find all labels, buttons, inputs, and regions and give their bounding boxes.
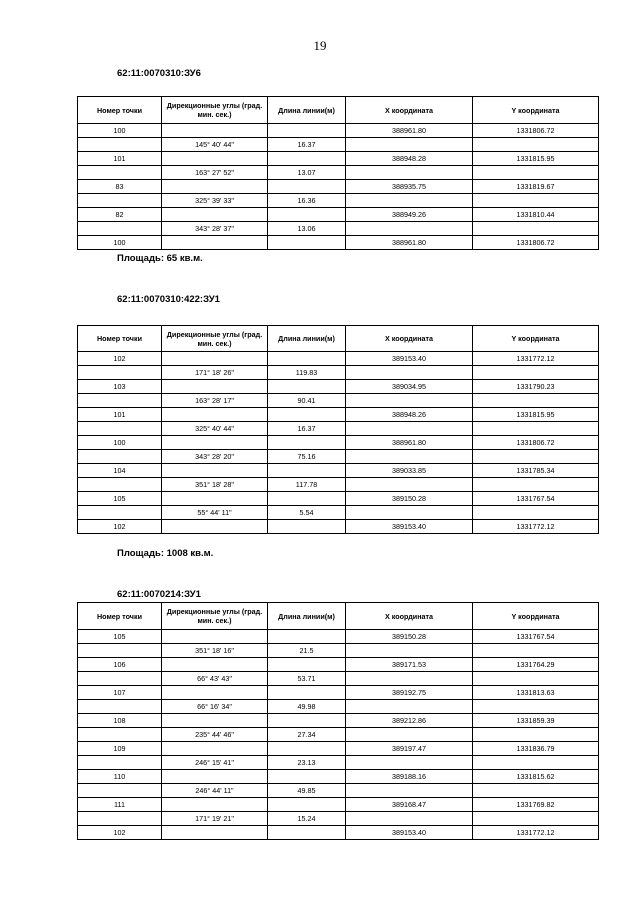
y-coordinate-cell: [473, 194, 599, 208]
y-coordinate-cell: [473, 728, 599, 742]
table-row: [78, 714, 599, 728]
x-coordinate-cell: [346, 166, 473, 180]
angle-cell: 66° 43' 43": [162, 672, 268, 686]
x-coordinate-cell: [346, 784, 473, 798]
table-row: [78, 208, 599, 222]
point-number-cell: [78, 784, 162, 798]
x-coordinate-cell: 389168.47: [346, 798, 473, 812]
y-coordinate-cell: [473, 672, 599, 686]
angle-cell: 145° 40' 44": [162, 138, 268, 152]
angle-cell: [162, 742, 268, 756]
length-cell: 16.37: [268, 422, 346, 436]
y-coordinate-cell: [473, 366, 599, 380]
x-coordinate-cell: [346, 756, 473, 770]
length-cell: 49.98: [268, 700, 346, 714]
table-row: [78, 644, 599, 658]
angle-cell: [162, 352, 268, 366]
header-y: Y координата: [473, 97, 599, 124]
point-number-cell: [78, 728, 162, 742]
table-row: [78, 464, 599, 478]
x-coordinate-cell: 388948.26: [346, 408, 473, 422]
angle-cell: 235° 44' 46": [162, 728, 268, 742]
angle-cell: 246° 44' 11": [162, 784, 268, 798]
x-coordinate-cell: [346, 644, 473, 658]
header-length: Длина линии(м): [268, 603, 346, 630]
y-coordinate-cell: [473, 700, 599, 714]
point-number-cell: 102: [78, 520, 162, 534]
x-coordinate-cell: 389150.28: [346, 492, 473, 506]
length-cell: 53.71: [268, 672, 346, 686]
length-cell: [268, 152, 346, 166]
x-coordinate-cell: 389192.75: [346, 686, 473, 700]
length-cell: [268, 436, 346, 450]
header-angle: Дирекционные углы (град. мин. сек.): [162, 326, 268, 352]
table-row: [78, 492, 599, 506]
length-cell: 23.13: [268, 756, 346, 770]
table-row: [78, 352, 599, 366]
x-coordinate-cell: 389034.95: [346, 380, 473, 394]
x-coordinate-cell: 389171.53: [346, 658, 473, 672]
table-row: [78, 394, 599, 408]
y-coordinate-cell: 1331806.72: [473, 236, 599, 250]
x-coordinate-cell: [346, 506, 473, 520]
point-number-cell: [78, 756, 162, 770]
table-row: [78, 700, 599, 714]
point-number-cell: 108: [78, 714, 162, 728]
section-title-1: 62:11:0070310:ЗУ6: [117, 68, 201, 79]
angle-cell: [162, 714, 268, 728]
length-cell: 21.5: [268, 644, 346, 658]
y-coordinate-cell: [473, 756, 599, 770]
y-coordinate-cell: 1331819.67: [473, 180, 599, 194]
y-coordinate-cell: [473, 166, 599, 180]
point-number-cell: [78, 366, 162, 380]
point-number-cell: 100: [78, 124, 162, 138]
y-coordinate-cell: 1331815.95: [473, 408, 599, 422]
length-cell: [268, 520, 346, 534]
angle-cell: 171° 19' 21": [162, 812, 268, 826]
table-row: [78, 450, 599, 464]
table-row: [78, 194, 599, 208]
y-coordinate-cell: [473, 394, 599, 408]
length-cell: [268, 742, 346, 756]
table-row: [78, 826, 599, 840]
point-number-cell: 106: [78, 658, 162, 672]
angle-cell: 66° 16' 34": [162, 700, 268, 714]
length-cell: 5.54: [268, 506, 346, 520]
point-number-cell: 109: [78, 742, 162, 756]
header-point: Номер точки: [78, 326, 162, 352]
x-coordinate-cell: [346, 138, 473, 152]
table-row: [78, 180, 599, 194]
coords-table-3: [77, 602, 599, 840]
length-cell: 16.36: [268, 194, 346, 208]
length-cell: 16.37: [268, 138, 346, 152]
y-coordinate-cell: 1331806.72: [473, 124, 599, 138]
coords-table-1: [77, 96, 599, 250]
x-coordinate-cell: 389033.85: [346, 464, 473, 478]
y-coordinate-cell: 1331815.62: [473, 770, 599, 784]
table-row: [78, 138, 599, 152]
point-number-cell: [78, 450, 162, 464]
point-number-cell: 100: [78, 236, 162, 250]
angle-cell: 163° 28' 17": [162, 394, 268, 408]
x-coordinate-cell: [346, 672, 473, 686]
angle-cell: 325° 39' 33": [162, 194, 268, 208]
y-coordinate-cell: 1331785.34: [473, 464, 599, 478]
y-coordinate-cell: [473, 478, 599, 492]
angle-cell: 351° 18' 28": [162, 478, 268, 492]
angle-cell: 55° 44' 11": [162, 506, 268, 520]
x-coordinate-cell: 389153.40: [346, 826, 473, 840]
y-coordinate-cell: 1331813.63: [473, 686, 599, 700]
x-coordinate-cell: [346, 222, 473, 236]
table-row: [78, 798, 599, 812]
y-coordinate-cell: [473, 506, 599, 520]
angle-cell: [162, 798, 268, 812]
header-angle: Дирекционные углы (град. мин. сек.): [162, 603, 268, 630]
table-row: [78, 366, 599, 380]
point-number-cell: [78, 644, 162, 658]
angle-cell: [162, 464, 268, 478]
table-row: [78, 686, 599, 700]
y-coordinate-cell: 1331790.23: [473, 380, 599, 394]
table-row: [78, 222, 599, 236]
point-number-cell: [78, 394, 162, 408]
y-coordinate-cell: 1331772.12: [473, 826, 599, 840]
angle-cell: [162, 380, 268, 394]
point-number-cell: 105: [78, 630, 162, 644]
y-coordinate-cell: [473, 422, 599, 436]
table-row: [78, 672, 599, 686]
length-cell: 117.78: [268, 478, 346, 492]
length-cell: 119.83: [268, 366, 346, 380]
angle-cell: [162, 436, 268, 450]
angle-cell: [162, 124, 268, 138]
angle-cell: 343° 28' 20": [162, 450, 268, 464]
point-number-cell: [78, 812, 162, 826]
point-number-cell: 105: [78, 492, 162, 506]
point-number-cell: [78, 506, 162, 520]
point-number-cell: 111: [78, 798, 162, 812]
table-row: [78, 630, 599, 644]
angle-cell: [162, 208, 268, 222]
length-cell: [268, 658, 346, 672]
angle-cell: [162, 236, 268, 250]
point-number-cell: [78, 422, 162, 436]
point-number-cell: 83: [78, 180, 162, 194]
point-number-cell: 102: [78, 826, 162, 840]
point-number-cell: [78, 222, 162, 236]
coords-table-2: [77, 325, 599, 534]
point-number-cell: [78, 700, 162, 714]
length-cell: 13.06: [268, 222, 346, 236]
angle-cell: [162, 152, 268, 166]
table-row: [78, 770, 599, 784]
x-coordinate-cell: [346, 728, 473, 742]
length-cell: 15.24: [268, 812, 346, 826]
point-number-cell: [78, 166, 162, 180]
point-number-cell: 104: [78, 464, 162, 478]
table-row: [78, 166, 599, 180]
section-title-2: 62:11:0070310:422:ЗУ1: [117, 294, 220, 305]
table-row: [78, 436, 599, 450]
x-coordinate-cell: [346, 478, 473, 492]
x-coordinate-cell: 388961.80: [346, 124, 473, 138]
x-coordinate-cell: [346, 194, 473, 208]
table-row: [78, 506, 599, 520]
x-coordinate-cell: [346, 450, 473, 464]
header-point: Номер точки: [78, 603, 162, 630]
table-row: [78, 812, 599, 826]
point-number-cell: 101: [78, 152, 162, 166]
y-coordinate-cell: [473, 812, 599, 826]
angle-cell: [162, 408, 268, 422]
y-coordinate-cell: [473, 784, 599, 798]
length-cell: [268, 380, 346, 394]
page-number: 19: [313, 38, 327, 53]
y-coordinate-cell: [473, 644, 599, 658]
x-coordinate-cell: 388961.80: [346, 236, 473, 250]
point-number-cell: [78, 478, 162, 492]
y-coordinate-cell: 1331859.39: [473, 714, 599, 728]
point-number-cell: 107: [78, 686, 162, 700]
x-coordinate-cell: 388935.75: [346, 180, 473, 194]
x-coordinate-cell: 389153.40: [346, 520, 473, 534]
y-coordinate-cell: 1331815.95: [473, 152, 599, 166]
angle-cell: [162, 520, 268, 534]
length-cell: [268, 236, 346, 250]
header-point: Номер точки: [78, 97, 162, 124]
header-y: Y координата: [473, 326, 599, 352]
length-cell: 90.41: [268, 394, 346, 408]
section-title-3: 62:11:0070214:ЗУ1: [117, 589, 201, 600]
angle-cell: [162, 180, 268, 194]
table-row: [78, 756, 599, 770]
point-number-cell: [78, 138, 162, 152]
point-number-cell: 103: [78, 380, 162, 394]
table-row: [78, 742, 599, 756]
y-coordinate-cell: 1331772.12: [473, 352, 599, 366]
x-coordinate-cell: [346, 812, 473, 826]
table-row: [78, 152, 599, 166]
x-coordinate-cell: 389153.40: [346, 352, 473, 366]
header-length: Длина линии(м): [268, 326, 346, 352]
length-cell: [268, 714, 346, 728]
y-coordinate-cell: [473, 138, 599, 152]
length-cell: [268, 492, 346, 506]
point-number-cell: 110: [78, 770, 162, 784]
y-coordinate-cell: 1331764.29: [473, 658, 599, 672]
length-cell: 49.85: [268, 784, 346, 798]
angle-cell: 351° 18' 16": [162, 644, 268, 658]
length-cell: 75.16: [268, 450, 346, 464]
angle-cell: 325° 40' 44": [162, 422, 268, 436]
length-cell: [268, 686, 346, 700]
point-number-cell: 102: [78, 352, 162, 366]
header-x: X координата: [346, 603, 473, 630]
header-y: Y координата: [473, 603, 599, 630]
x-coordinate-cell: [346, 394, 473, 408]
y-coordinate-cell: [473, 450, 599, 464]
angle-cell: [162, 826, 268, 840]
y-coordinate-cell: 1331767.54: [473, 630, 599, 644]
angle-cell: [162, 658, 268, 672]
table-row: [78, 380, 599, 394]
length-cell: [268, 798, 346, 812]
y-coordinate-cell: 1331767.54: [473, 492, 599, 506]
angle-cell: 163° 27' 52": [162, 166, 268, 180]
table-row: [78, 478, 599, 492]
length-cell: [268, 464, 346, 478]
area-text-2: Площадь: 1008 кв.м.: [117, 548, 214, 559]
header-angle: Дирекционные углы (град. мин. сек.): [162, 97, 268, 124]
point-number-cell: 100: [78, 436, 162, 450]
angle-cell: [162, 492, 268, 506]
table-row: [78, 728, 599, 742]
x-coordinate-cell: [346, 366, 473, 380]
length-cell: [268, 770, 346, 784]
length-cell: [268, 352, 346, 366]
y-coordinate-cell: 1331769.82: [473, 798, 599, 812]
y-coordinate-cell: 1331806.72: [473, 436, 599, 450]
angle-cell: 171° 18' 26": [162, 366, 268, 380]
point-number-cell: 101: [78, 408, 162, 422]
point-number-cell: 82: [78, 208, 162, 222]
point-number-cell: [78, 194, 162, 208]
header-length: Длина линии(м): [268, 97, 346, 124]
table-row: [78, 658, 599, 672]
length-cell: 27.34: [268, 728, 346, 742]
angle-cell: [162, 770, 268, 784]
angle-cell: [162, 686, 268, 700]
header-x: X координата: [346, 326, 473, 352]
area-text-1: Площадь: 65 кв.м.: [117, 253, 203, 264]
length-cell: 13.07: [268, 166, 346, 180]
length-cell: [268, 408, 346, 422]
table-row: [78, 784, 599, 798]
y-coordinate-cell: 1331836.79: [473, 742, 599, 756]
x-coordinate-cell: 388961.80: [346, 436, 473, 450]
x-coordinate-cell: 389197.47: [346, 742, 473, 756]
table-row: [78, 408, 599, 422]
angle-cell: [162, 630, 268, 644]
table-row: [78, 124, 599, 138]
length-cell: [268, 180, 346, 194]
y-coordinate-cell: [473, 222, 599, 236]
table-row: [78, 520, 599, 534]
table-row: [78, 422, 599, 436]
y-coordinate-cell: 1331772.12: [473, 520, 599, 534]
x-coordinate-cell: 389150.28: [346, 630, 473, 644]
x-coordinate-cell: 389188.16: [346, 770, 473, 784]
length-cell: [268, 630, 346, 644]
x-coordinate-cell: 388949.26: [346, 208, 473, 222]
x-coordinate-cell: [346, 700, 473, 714]
x-coordinate-cell: 389212.86: [346, 714, 473, 728]
length-cell: [268, 208, 346, 222]
x-coordinate-cell: 388948.28: [346, 152, 473, 166]
x-coordinate-cell: [346, 422, 473, 436]
header-x: X координата: [346, 97, 473, 124]
angle-cell: 343° 28' 37": [162, 222, 268, 236]
y-coordinate-cell: 1331810.44: [473, 208, 599, 222]
table-row: [78, 236, 599, 250]
length-cell: [268, 826, 346, 840]
point-number-cell: [78, 672, 162, 686]
angle-cell: 246° 15' 41": [162, 756, 268, 770]
length-cell: [268, 124, 346, 138]
